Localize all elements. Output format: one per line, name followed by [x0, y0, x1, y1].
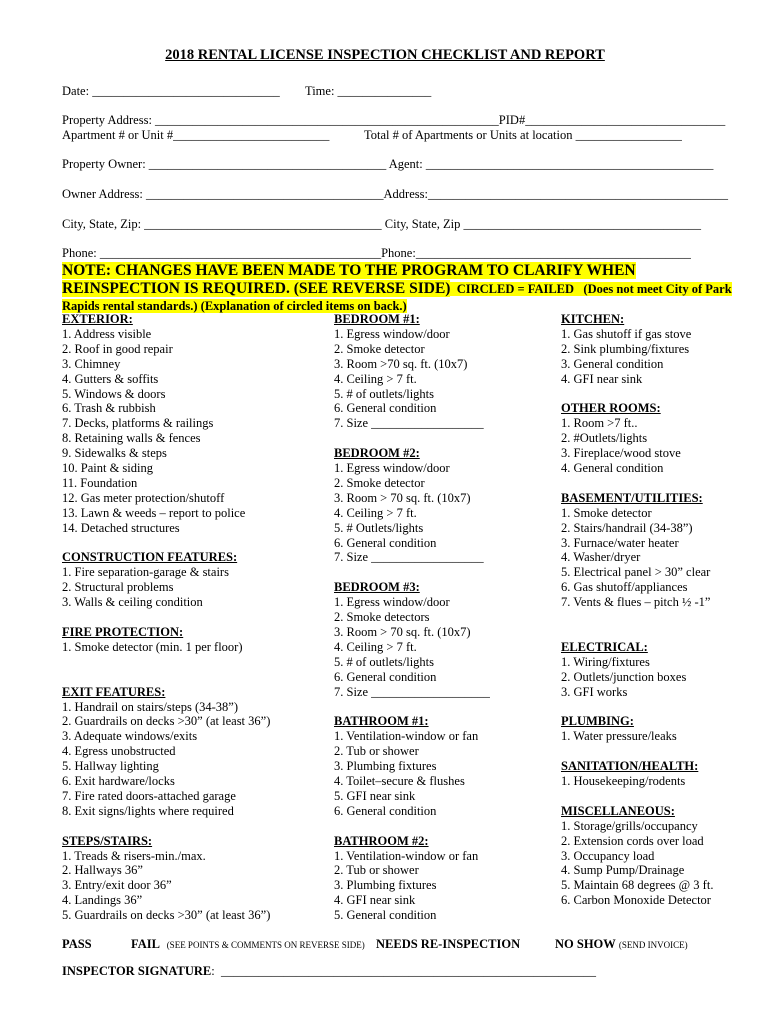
checklist-item[interactable]: 1. Smoke detector — [561, 505, 652, 520]
section-spacer — [334, 700, 554, 715]
unit-field[interactable]: Apartment # or Unit #_________________________ — [62, 128, 330, 142]
section-heading: STEPS/STAIRS: — [62, 833, 153, 848]
section-spacer — [62, 610, 322, 625]
checklist-item[interactable]: 3. Entry/exit door 36” — [62, 878, 172, 893]
section-spacer — [561, 700, 761, 715]
section-other-rooms — [561, 401, 761, 490]
section-heading: BEDROOM #2: — [334, 446, 420, 461]
owner-agent-field[interactable]: Property Owner: ______________________________________ Agent: ______________________________________________ — [62, 157, 714, 171]
checklist-item[interactable]: 4. Gutters & soffits — [62, 371, 159, 386]
section-steps-stairs — [62, 834, 322, 923]
checklist-item[interactable]: 2. Smoke detector — [334, 341, 425, 356]
checklist-item[interactable]: 1. Treads & risers-min./max. — [62, 848, 206, 863]
checklist-item[interactable]: 3. Room >70 sq. ft. (10x7) — [334, 356, 468, 371]
checklist-item[interactable]: 3. Room > 70 sq. ft. (10x7) — [334, 490, 471, 505]
section-basement-utilities — [561, 491, 761, 640]
checklist-item[interactable]: 3. Chimney — [62, 356, 121, 371]
checklist-item[interactable]: 6. Trash & rubbish — [62, 401, 156, 416]
section-fire-protection — [62, 625, 322, 685]
signature-label: INSPECTOR SIGNATURE — [62, 964, 212, 978]
date-field[interactable]: Date: ______________________________ — [62, 84, 280, 98]
checklist-item[interactable]: 3. Furnace/water heater — [561, 535, 679, 550]
checklist-item[interactable]: 5. # Outlets/lights — [334, 520, 424, 535]
page-title: 2018 RENTAL LICENSE INSPECTION CHECKLIST AND REPORT — [165, 47, 605, 63]
section-spacer — [561, 625, 761, 640]
checklist-item[interactable]: 1. Storage/grills/occupancy — [561, 818, 698, 833]
section-heading: MISCELLANEOUS: — [561, 803, 675, 818]
signature-line[interactable]: ____________________________________________________________ — [214, 964, 596, 978]
checklist-item[interactable]: 5. Guardrails on decks >30” (at least 36”) — [62, 908, 271, 923]
total-units-field[interactable]: Total # of Apartments or Units at location _________________ — [364, 128, 682, 142]
checklist-item[interactable]: 5. Electrical panel > 30” clear — [561, 565, 711, 580]
section-spacer — [334, 565, 554, 580]
middle-column — [334, 312, 554, 923]
checklist-item[interactable]: 5. GFI near sink — [334, 788, 416, 803]
checklist-item[interactable]: 8. Retaining walls & fences — [62, 431, 201, 446]
section-heading: KITCHEN: — [561, 312, 625, 326]
checklist-item[interactable]: 3. Occupancy load — [561, 848, 655, 863]
checklist-item[interactable]: 4. Ceiling > 7 ft. — [334, 505, 417, 520]
checklist-item[interactable]: 12. Gas meter protection/shutoff — [62, 490, 225, 505]
section-bathroom-2 — [334, 834, 554, 923]
section-spacer — [334, 431, 554, 446]
checklist-item[interactable]: 4. Ceiling > 7 ft. — [334, 371, 417, 386]
circled-legend: CIRCLED = FAILED — [456, 282, 575, 296]
checklist-item[interactable]: 4. GFI near sink — [334, 893, 416, 908]
checklist-item[interactable]: 1. Egress window/door — [334, 326, 450, 341]
checklist-item[interactable]: 5. # of outlets/lights — [334, 386, 434, 401]
section-heading: CONSTRUCTION FEATURES: — [62, 550, 238, 565]
checklist-item[interactable]: 1. Address visible — [62, 326, 152, 341]
checklist-item[interactable]: 6. General condition — [334, 669, 437, 684]
section-heading: OTHER ROOMS: — [561, 401, 661, 416]
section-bathroom-1 — [334, 714, 554, 833]
checklist-item[interactable]: 1. Gas shutoff if gas stove — [561, 326, 692, 341]
time-field[interactable]: Time: _______________ — [305, 84, 432, 98]
section-spacer — [62, 655, 322, 670]
checklist-item[interactable]: 2. Hallways 36” — [62, 863, 143, 878]
fail-note: (SEE POINTS & COMMENTS ON REVERSE SIDE) — [166, 940, 365, 950]
phone-field[interactable]: Phone: _____________________________________________Phone:____________________________________________ — [62, 246, 691, 260]
checklist-item[interactable]: 1. Egress window/door — [334, 595, 450, 610]
fail-option[interactable] — [131, 937, 365, 952]
checklist-item[interactable]: 1. Fire separation-garage & stairs — [62, 565, 229, 580]
checklist-item[interactable]: 7. Size ___________________ — [334, 684, 490, 699]
checklist-item[interactable]: 7. Fire rated doors-attached garage — [62, 788, 236, 803]
checklist-item[interactable]: 6. Carbon Monoxide Detector — [561, 893, 711, 908]
checklist-item[interactable]: 2. #Outlets/lights — [561, 431, 648, 446]
checklist-item[interactable]: 4. Toilet–secure & flushes — [334, 774, 465, 789]
section-bedroom-3 — [334, 580, 554, 714]
checklist-item[interactable]: 5. General condition — [334, 908, 437, 923]
section-heading: SANITATION/HEALTH: — [561, 759, 699, 774]
inspector-signature-field[interactable]: INSPECTOR SIGNATURE: ____________________________________________________________ — [62, 964, 596, 978]
no-show-note: (SEND INVOICE) — [618, 940, 688, 950]
checklist-item[interactable]: 1. Water pressure/leaks — [561, 729, 677, 744]
checklist-item[interactable]: 7. Decks, platforms & railings — [62, 416, 214, 431]
checklist-item[interactable]: 1. Smoke detector (min. 1 per floor) — [62, 639, 243, 654]
checklist-item[interactable]: 1. Wiring/fixtures — [561, 654, 650, 669]
checklist-item[interactable]: 11. Foundation — [62, 475, 138, 490]
no-show-option[interactable] — [555, 937, 688, 952]
checklist-item[interactable]: 4. Egress unobstructed — [62, 744, 176, 759]
program-change-note — [62, 262, 742, 314]
checklist-item[interactable]: 3. Walls & ceiling condition — [62, 595, 203, 610]
checklist-item[interactable]: 2. Outlets/junction boxes — [561, 669, 687, 684]
note-line-1: NOTE: CHANGES HAVE BEEN MADE TO THE PROGRAM TO CLARIFY WHEN — [62, 262, 636, 279]
section-spacer — [334, 819, 554, 834]
checklist-item[interactable]: 1. Ventilation-window or fan — [334, 729, 479, 744]
section-heading: EXIT FEATURES: — [62, 684, 166, 699]
checklist-item[interactable]: 3. GFI works — [561, 684, 628, 699]
checklist-item[interactable]: 2. Structural problems — [62, 580, 174, 595]
checklist-item[interactable]: 2. Smoke detector — [334, 475, 425, 490]
checklist-item[interactable]: 8. Exit signs/lights where required — [62, 803, 234, 818]
checklist-item[interactable]: 3. Fireplace/wood stove — [561, 446, 681, 461]
section-miscellaneous — [561, 804, 761, 908]
section-heading: BATHROOM #1: — [334, 714, 429, 729]
checklist-item[interactable]: 1. Room >7 ft.. — [561, 416, 638, 431]
pass-option[interactable]: PASS — [62, 937, 92, 951]
property-address-field[interactable]: Property Address: _______________________________________________________PID#________________________________ — [62, 113, 726, 127]
section-exit-features — [62, 685, 322, 834]
section-spacer — [561, 744, 761, 759]
note-line-3: Rapids rental standards.) (Explanation of circled items on back.) — [62, 299, 407, 313]
checklist-item[interactable]: 3. Room > 70 sq. ft. (10x7) — [334, 625, 471, 639]
checklist-item[interactable]: 3. Plumbing fixtures — [334, 878, 437, 893]
checklist-item[interactable]: 3. Plumbing fixtures — [334, 759, 437, 774]
checklist-item[interactable]: 2. Sink plumbing/fixtures — [561, 341, 690, 356]
checklist-item[interactable]: 2. Extension cords over load — [561, 833, 704, 848]
checklist-item[interactable]: 4. General condition — [561, 461, 664, 476]
section-heading: PLUMBING: — [561, 714, 634, 729]
checklist-item[interactable]: 2. Stairs/handrail (34-38”) — [561, 520, 693, 535]
checklist-item[interactable]: 14. Detached structures — [62, 520, 180, 535]
section-spacer — [561, 610, 761, 625]
city-state-zip-field[interactable]: City, State, Zip: ______________________________________ City, State, Zip ______________________________________ — [62, 217, 701, 231]
section-spacer — [62, 819, 322, 834]
checklist-item[interactable]: 3. Adequate windows/exits — [62, 729, 198, 744]
checklist-item[interactable]: 2. Guardrails on decks >30” (at least 36”) — [62, 714, 271, 729]
checklist-item[interactable]: 3. General condition — [561, 356, 664, 371]
section-kitchen — [561, 312, 761, 401]
section-sanitation-health — [561, 759, 761, 804]
section-bedroom-2 — [334, 446, 554, 580]
checklist-item[interactable]: 1. Ventilation-window or fan — [334, 848, 479, 863]
section-heading: ELECTRICAL: — [561, 639, 648, 654]
checklist-item[interactable]: 4. GFI near sink — [561, 371, 643, 386]
checklist-item[interactable]: 10. Paint & siding — [62, 461, 153, 476]
checklist-item[interactable]: 5. Maintain 68 degrees @ 3 ft. — [561, 878, 714, 893]
note-line-2: REINSPECTION IS REQUIRED. (SEE REVERSE SIDE) — [62, 280, 451, 297]
section-spacer — [62, 536, 322, 551]
checklist-item[interactable]: 6. Exit hardware/locks — [62, 774, 175, 789]
needs-reinspection-option[interactable]: NEEDS RE-INSPECTION — [376, 937, 521, 951]
section-heading: BEDROOM #3: — [334, 580, 420, 595]
no-show-label: NO SHOW — [555, 937, 616, 951]
checklist-item[interactable]: 7. Size __________________ — [334, 416, 484, 431]
section-spacer — [561, 476, 761, 491]
address-field[interactable]: Owner Address: ______________________________________Address:________________________________________________ — [62, 187, 728, 201]
checklist-item[interactable]: 6. General condition — [334, 401, 437, 416]
checklist-item[interactable]: 9. Sidewalks & steps — [62, 446, 167, 461]
fail-label: FAIL — [131, 937, 160, 951]
section-spacer — [561, 387, 761, 402]
section-bedroom-1 — [334, 312, 554, 446]
section-plumbing — [561, 714, 761, 759]
checklist-item[interactable]: 5. Windows & doors — [62, 386, 166, 401]
checklist-item[interactable]: 1. Housekeeping/rodents — [561, 774, 686, 788]
right-column — [561, 312, 761, 908]
checklist-item[interactable]: 6. General condition — [334, 803, 437, 818]
checklist-item[interactable]: 4. Ceiling > 7 ft. — [334, 639, 417, 654]
checklist-item[interactable]: 5. # of outlets/lights — [334, 654, 434, 669]
checklist-item[interactable]: 5. Hallway lighting — [62, 759, 159, 774]
checklist-item[interactable]: 2. Roof in good repair — [62, 341, 173, 356]
section-heading: BEDROOM #1: — [334, 312, 420, 326]
checklist-item[interactable]: 4. Landings 36” — [62, 893, 143, 908]
left-column — [62, 312, 322, 923]
circled-description: (Does not meet City of Park — [583, 282, 732, 296]
checklist-item[interactable]: 4. Sump Pump/Drainage — [561, 863, 685, 878]
checklist-item[interactable]: 4. Washer/dryer — [561, 550, 641, 565]
checklist-item[interactable]: 2. Tub or shower — [334, 863, 419, 878]
checklist-item[interactable]: 2. Tub or shower — [334, 744, 419, 759]
checklist-item[interactable]: 7. Vents & flues – pitch ½ -1” — [561, 595, 711, 610]
checklist-item[interactable]: 13. Lawn & weeds – report to police — [62, 505, 246, 520]
section-construction-features — [62, 550, 322, 625]
section-spacer — [561, 789, 761, 804]
checklist-item[interactable]: 6. General condition — [334, 535, 437, 550]
checklist-item[interactable]: 1. Handrail on stairs/steps (34-38”) — [62, 699, 239, 714]
checklist-item[interactable]: 6. Gas shutoff/appliances — [561, 580, 688, 595]
section-heading: BATHROOM #2: — [334, 833, 429, 848]
section-heading: FIRE PROTECTION: — [62, 625, 184, 639]
section-heading: EXTERIOR: — [62, 312, 133, 326]
section-electrical — [561, 640, 761, 715]
checklist-item[interactable]: 2. Smoke detectors — [334, 610, 430, 625]
section-spacer — [62, 670, 322, 685]
section-exterior — [62, 312, 322, 550]
checklist-item[interactable]: 1. Egress window/door — [334, 461, 450, 476]
section-heading: BASEMENT/UTILITIES: — [561, 490, 703, 505]
checklist-item[interactable]: 7. Size __________________ — [334, 550, 484, 565]
